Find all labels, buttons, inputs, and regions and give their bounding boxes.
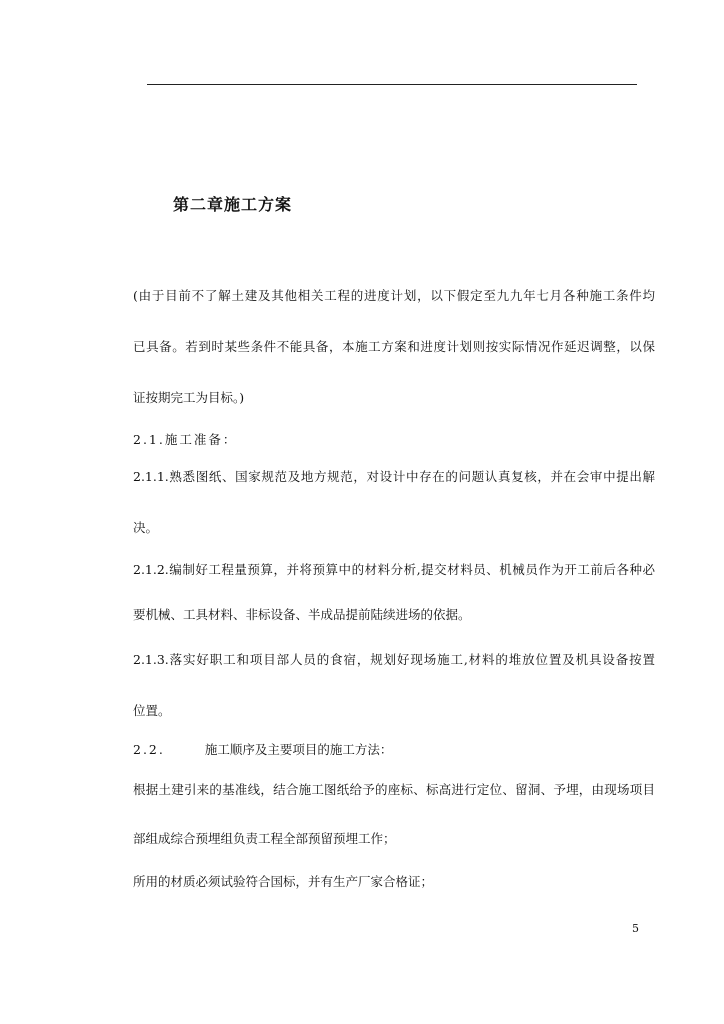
page-number: 5 (632, 922, 639, 935)
item-2-1-2-line-2: 要机械、工具材料、非标设备、半成品提前陆续进场的依据。 (133, 607, 471, 622)
header-rule (147, 84, 637, 85)
section-2-2-heading (133, 740, 392, 758)
item-2-1-3-line-1: 2.1.3.落实好职工和项目部人员的食宿，规划好现场施工,材料的堆放位置及机具设备按置 (133, 652, 655, 667)
section-2-1-heading: 2.1.施工准备： (133, 432, 238, 447)
intro-line-3: 证按期完工为目标。) (133, 390, 245, 405)
intro-line-2: 已具备。若到时某些条件不能具备，本施工方案和进度计划则按实际情况作延迟调整，以保 (133, 339, 655, 354)
item-2-1-3-line-2: 位置。 (133, 703, 171, 718)
section-2-2-number: 2.2. (133, 742, 165, 757)
body-line-3: 所用的材质必须试验符合国标，并有生产厂家合格证； (133, 874, 434, 889)
section-2-2-title: 施工顺序及主要项目的施工方法： (204, 742, 393, 757)
body-line-2: 部组成综合预埋组负责工程全部预留预埋工作； (133, 831, 396, 846)
intro-line-1: (由于目前不了解土建及其他相关工程的进度计划，以下假定至九九年七月各种施工条件均 (133, 288, 655, 303)
item-2-1-1-line-1: 2.1.1.熟悉图纸、国家规范及地方规范，对设计中存在的问题认真复核，并在会审中提出解 (133, 469, 655, 484)
item-2-1-2-line-1: 2.1.2.编制好工程量预算，并将预算中的材料分析,提交材料员、机械员作为开工前后各种必 (133, 562, 655, 577)
body-line-1: 根据土建引来的基准线，结合施工图纸给予的座标、标高进行定位、留洞、予埋，由现场项目 (133, 782, 655, 797)
chapter-title: 第二章施工方案 (173, 195, 293, 214)
item-2-1-1-line-2: 决。 (133, 520, 159, 535)
